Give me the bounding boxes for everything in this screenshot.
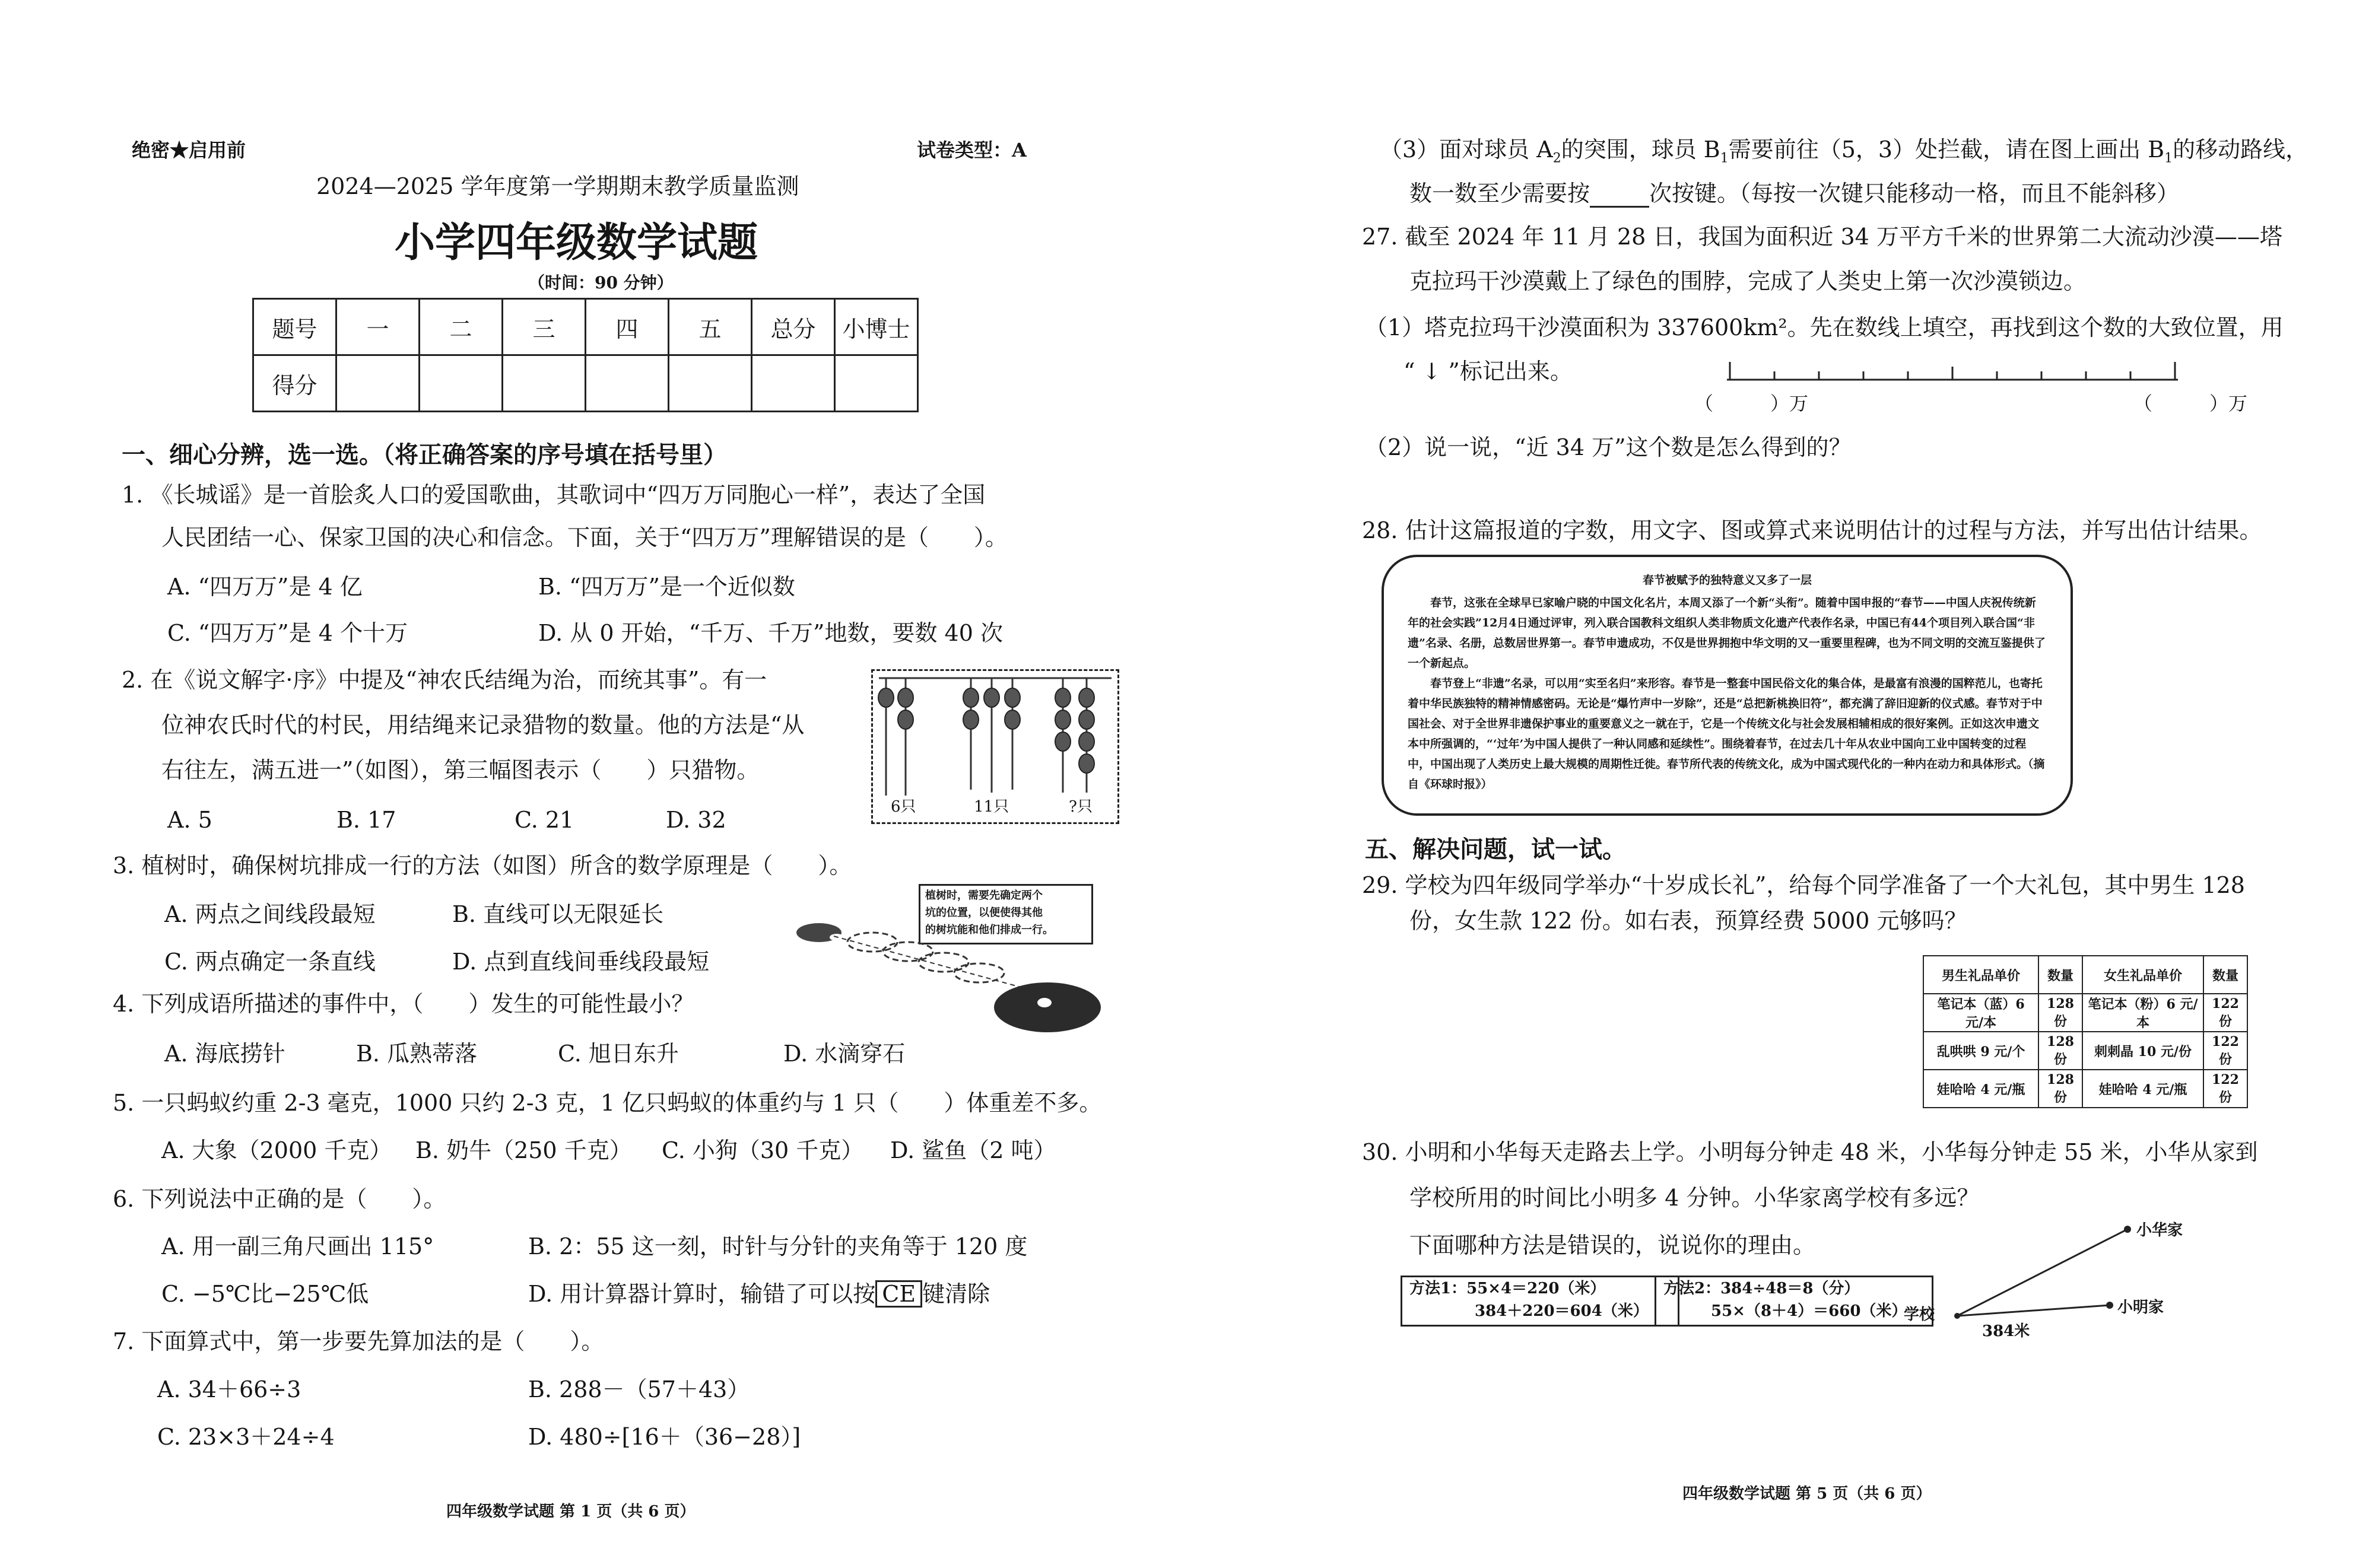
route-xiaohua-label: 小华家 (2136, 1222, 2183, 1239)
score-cell: 三 (503, 299, 586, 355)
score-cell: 二 (420, 299, 503, 355)
gift-header-cell: 男生礼品单价 (1923, 956, 2038, 994)
q2-line1: 2. 在《说文解字·序》中提及“神农氏结绳为治，而统其事”。有一 (122, 667, 767, 693)
q5-line1: 5. 一只蚂蚁约重 2-3 毫克，1000 只约 2-3 克，1 亿只蚂蚁的体重约与 1 只（ ）体重差不多。 (113, 1090, 1102, 1116)
q5-option-b[interactable]: B. 奶牛（250 千克） (415, 1137, 632, 1163)
gift-cell: 122 份 (2203, 994, 2247, 1032)
q29-line1: 29. 学校为四年级同学举办“十岁成长礼”，给每个同学准备了一个大礼包，其中男生 128 (1362, 872, 2245, 898)
left-page-footer: 四年级数学试题 第 1 页（共 6 页） (446, 1503, 696, 1521)
q2-line2: 位神农氏时代的村民，用结绳来记录猎物的数量。他的方法是“从 (161, 712, 805, 738)
knot-label-2: 11只 (974, 798, 1009, 816)
q5-option-d[interactable]: D. 鲨鱼（2 吨） (890, 1137, 1056, 1163)
q6-option-d-text: D. 用计算器计算时，输错了可以按 (528, 1281, 876, 1307)
knot-label-1: 6只 (891, 798, 916, 816)
q6-option-b[interactable]: B. 2：55 这一刻，时针与分针的夹角等于 120 度 (528, 1233, 1028, 1260)
q27-sub1-line2: “ ↓ ”标记出来。 (1403, 358, 1573, 384)
q2-line3: 右往左，满五进一”（如图），第三幅图表示（ ）只猎物。 (161, 757, 760, 783)
score-input-cell[interactable] (669, 355, 752, 412)
score-input-cell[interactable] (835, 355, 918, 412)
section5-title: 五、解决问题，试一试。 (1365, 835, 1626, 863)
table-row (1923, 994, 2247, 1032)
route-xiaoming-label: 小明家 (2117, 1299, 2164, 1316)
q26-text: 的突围，球员 B (1561, 136, 1720, 163)
q4-option-a[interactable]: A. 海底捞针 (164, 1041, 285, 1067)
q7-option-b[interactable]: B. 288－（57＋43） (528, 1376, 750, 1402)
q26-sub: 1 (1720, 151, 1729, 166)
gift-cell: 笔记本（蓝）6 元/本 (1923, 994, 2038, 1032)
q6-option-d-text-end: 键清除 (922, 1281, 990, 1307)
q2-option-c[interactable]: C. 21 (515, 807, 574, 833)
q26-text: 的移动路线， (2173, 136, 2308, 163)
section1-title: 一、细心分辨，选一选。（将正确答案的序号填在括号里） (122, 441, 727, 469)
q3-note-line: 的树坑能和他们排成一行。 (925, 924, 1053, 936)
score-cell: 四 (586, 299, 669, 355)
q5-option-a[interactable]: A. 大象（2000 千克） (161, 1137, 392, 1163)
gift-header-cell: 数量 (2203, 956, 2247, 994)
q7-line1: 7. 下面算式中，第一步要先算加法的是（ ）。 (113, 1328, 604, 1354)
exam-title: 小学四年级数学试题 (395, 219, 758, 266)
gift-cell: 娃哈哈 4 元/瓶 (1923, 1070, 2038, 1108)
q2-option-d[interactable]: D. 32 (666, 807, 726, 833)
q1-option-d[interactable]: D. 从 0 开始，“千万、千万”地数，要数 40 次 (538, 620, 1003, 646)
number-line[interactable] (1727, 350, 2178, 386)
score-input-cell[interactable] (752, 355, 835, 412)
q26-answer-blank[interactable] (1590, 185, 1649, 208)
exam-subtitle: 2024—2025 学年度第一学期期末教学质量监测 (316, 173, 799, 199)
q26-text: 数一数至少需要按 (1409, 180, 1590, 206)
news-paragraph: 春节，这张在全球早已家喻户晓的中国文化名片，本周又添了一个新“头衔”。随着中国申报的“春节——中国人庆祝传统新年的社会实践”12月4日通过评审，列入联合国教科文组织人类非物质文化遗产代表作名录，中国已有44个项目列入联合国“非遗”名录、名册，总数居世界第一。春节申遗成功，不仅是世界拥抱中华文明的又一重要里程碑，也为不同文明的交流互鉴提供了一个新起点。 (1408, 596, 2046, 670)
q6-option-a[interactable]: A. 用一副三角尺画出 115° (161, 1233, 434, 1260)
q1-option-b[interactable]: B. “四万万”是一个近似数 (538, 574, 795, 600)
tree-pit-figure (792, 914, 1113, 1044)
method2-line1: 方法2：384÷48＝8（分） (1663, 1280, 1860, 1297)
q7-option-c[interactable]: C. 23×3＋24÷4 (157, 1424, 335, 1450)
q7-option-d[interactable]: D. 480÷[16＋（36−28）] (528, 1424, 801, 1450)
news-paragraph: 春节登上“非遗”名录，可以用“实至名归”来形容。春节是一整套中国民俗文化的集合体，是最富有浪漫的国粹范儿，也寄托着中华民族独特的精神情感密码。无论是“爆竹声中一岁除”，还是“总把新桃换旧符”，都充满了辞旧迎新的仪式感。春节对于中国社会、对于全世界非遗保护事业的重要意义之一就在于，它是一个传统文化与社会发展相辅相成的很好案例。正如这次申遗文本中所强调的，“‘过年’为中国人提供了一种认同感和延续性”。围绕着春节，在过去几十年从农业中国向工业中国转变的过程中，中国出现了人类历史上最大规模的周期性迁徙。春节所代表的传统文化，成为中国式现代化的一种内在动力和具体形式。（摘自《环球时报》） (1408, 677, 2045, 791)
knot-figure (871, 669, 1119, 824)
q4-option-c[interactable]: C. 旭日东升 (558, 1041, 679, 1067)
method1-line1: 方法1：55×4＝220（米） (1409, 1280, 1606, 1297)
score-cell: 小博士 (835, 299, 918, 355)
q27-line1: 27. 截至 2024 年 11 月 28 日，我国为面积近 34 万平方千米的世界第二大流动沙漠——塔 (1362, 224, 2282, 250)
method1-line2: 384＋220＝604（米） (1475, 1302, 1649, 1320)
score-table (252, 298, 919, 412)
news-article-box (1382, 555, 2073, 816)
q6-option-c[interactable]: C. −5℃比−25℃低 (161, 1281, 369, 1307)
q3-option-d[interactable]: D. 点到直线间垂线段最短 (452, 949, 710, 975)
gift-header-cell: 数量 (2038, 956, 2082, 994)
news-title: 春节被赋予的独特意义又多了一层 (1642, 574, 1812, 587)
score-table-score-row (253, 355, 918, 412)
score-input-cell[interactable] (420, 355, 503, 412)
paper-type: 试卷类型：A (917, 139, 1027, 161)
q4-option-d[interactable]: D. 水滴穿石 (783, 1041, 906, 1067)
score-cell: 总分 (752, 299, 835, 355)
q7-option-a[interactable]: A. 34＋66÷3 (157, 1376, 301, 1402)
q27-sub1-line1: （1）塔克拉玛干沙漠面积为 337600km²。先在数线上填空，再找到这个数的大致位置，用 (1365, 314, 2284, 341)
q26-sub: 2 (1552, 151, 1561, 166)
gift-cell: 128 份 (2038, 994, 2082, 1032)
gift-cell: 笔记本（粉）6 元/本 (2082, 994, 2203, 1032)
score-cell: 题号 (253, 299, 336, 355)
q3-option-c[interactable]: C. 两点确定一条直线 (164, 949, 376, 975)
route-distance-label: 384米 (1982, 1322, 2030, 1340)
route-school-label: 学校 (1904, 1306, 1935, 1324)
score-cell: 一 (336, 299, 420, 355)
q3-note-line: 坑的位置，以便使得其他 (925, 907, 1043, 919)
q26-text: （3）面对球员 A (1380, 136, 1553, 163)
knot-label-3: ?只 (1069, 798, 1093, 816)
q2-option-b[interactable]: B. 17 (336, 807, 396, 833)
gift-header-cell: 女生礼品单价 (2082, 956, 2203, 994)
q26-text: 需要前往（5，3）处拦截，请在图上画出 B (1728, 136, 2165, 163)
score-input-cell[interactable] (336, 355, 420, 412)
method1-box (1401, 1276, 1679, 1327)
q26-3-line2 (1409, 179, 2179, 208)
gift-cell: 122 份 (2203, 1070, 2247, 1108)
q26-text: 次按键。（每按一次键只能移动一格，而且不能斜移） (1649, 180, 2180, 206)
q30-line2: 学校所用的时间比小明多 4 分钟。小华家离学校有多远？ (1409, 1185, 1980, 1211)
gift-cell: 娃哈哈 4 元/瓶 (2082, 1070, 2203, 1108)
q30-line1: 30. 小明和小华每天走路去上学。小明每分钟走 48 米，小华每分钟走 55 米，小华从家到 (1362, 1139, 2258, 1165)
q29-line2: 份，女生款 122 份。如右表，预算经费 5000 元够吗？ (1409, 908, 1967, 934)
q3-option-b[interactable]: B. 直线可以无限延长 (452, 901, 664, 927)
confidential-label: 绝密★启用前 (132, 139, 246, 161)
q3-note-line: 植树时，需要先确定两个 (925, 889, 1043, 902)
q1-option-a[interactable]: A. “四万万”是 4 亿 (167, 574, 363, 600)
q1-option-c[interactable]: C. “四万万”是 4 个十万 (167, 620, 408, 646)
exam-time: （时间：90 分钟） (528, 273, 674, 292)
number-line-right-label[interactable]: （ ）万 (2133, 392, 2248, 415)
gift-cell: 乱哄哄 9 元/个 (1923, 1032, 2038, 1070)
gift-cell: 刺刺晶 10 元/份 (2082, 1032, 2203, 1070)
score-input-cell[interactable] (503, 355, 586, 412)
table-row (1923, 1070, 2247, 1108)
q6-option-d[interactable] (528, 1280, 990, 1308)
q3-line1: 3. 植树时，确保树坑排成一行的方法（如图）所含的数学原理是（ ）。 (113, 853, 852, 879)
gift-cell: 128 份 (2038, 1070, 2082, 1108)
gift-cell: 122 份 (2203, 1032, 2247, 1070)
score-row-label: 得分 (253, 355, 336, 412)
score-input-cell[interactable] (586, 355, 669, 412)
method2-box (1655, 1276, 1933, 1327)
q3-option-a[interactable]: A. 两点之间线段最短 (164, 901, 376, 927)
q26-3-line1 (1380, 135, 2308, 173)
q1-line2: 人民团结一心、保家卫国的决心和信念。下面，关于“四万万”理解错误的是（ ）。 (161, 524, 1008, 551)
right-page-footer: 四年级数学试题 第 5 页（共 6 页） (1682, 1485, 1932, 1503)
q4-line1: 4. 下列成语所描述的事件中，（ ）发生的可能性最小？ (113, 991, 694, 1017)
right-page (1157, 0, 2353, 1568)
left-page (0, 0, 1157, 1568)
q6-line1: 6. 下列说法中正确的是（ ）。 (113, 1186, 446, 1212)
score-table-header-row (253, 299, 918, 355)
q5-option-c[interactable]: C. 小狗（30 千克） (662, 1137, 864, 1163)
q27-sub2: （2）说一说，“近 34 万”这个数是怎么得到的？ (1365, 434, 1852, 460)
gift-table-header-row (1923, 956, 2247, 994)
score-cell: 五 (669, 299, 752, 355)
q4-option-b[interactable]: B. 瓜熟蒂落 (356, 1041, 478, 1067)
gift-cell: 128 份 (2038, 1032, 2082, 1070)
q1-line1: 1. 《长城谣》是一首脍炙人口的爱国歌曲，其歌词中“四万万同胞心一样”，表达了全国 (122, 482, 986, 508)
method2-line2: 55×（8＋4）＝660（米） (1711, 1302, 1907, 1320)
q2-option-a[interactable]: A. 5 (167, 807, 212, 833)
table-row (1923, 1032, 2247, 1070)
ce-key: CE (875, 1280, 922, 1308)
q27-line2: 克拉玛干沙漠戴上了绿色的围脖，完成了人类史上第一次沙漠锁边。 (1409, 268, 2087, 294)
q28-line1: 28. 估计这篇报道的字数，用文字、图或算式来说明估计的过程与方法，并写出估计结果。 (1362, 517, 2262, 543)
q26-sub: 1 (2164, 151, 2173, 166)
gift-price-table (1923, 955, 2248, 1108)
q30-line3: 下面哪种方法是错误的，说说你的理由。 (1409, 1232, 1816, 1258)
number-line-left-label[interactable]: （ ）万 (1694, 392, 1809, 415)
